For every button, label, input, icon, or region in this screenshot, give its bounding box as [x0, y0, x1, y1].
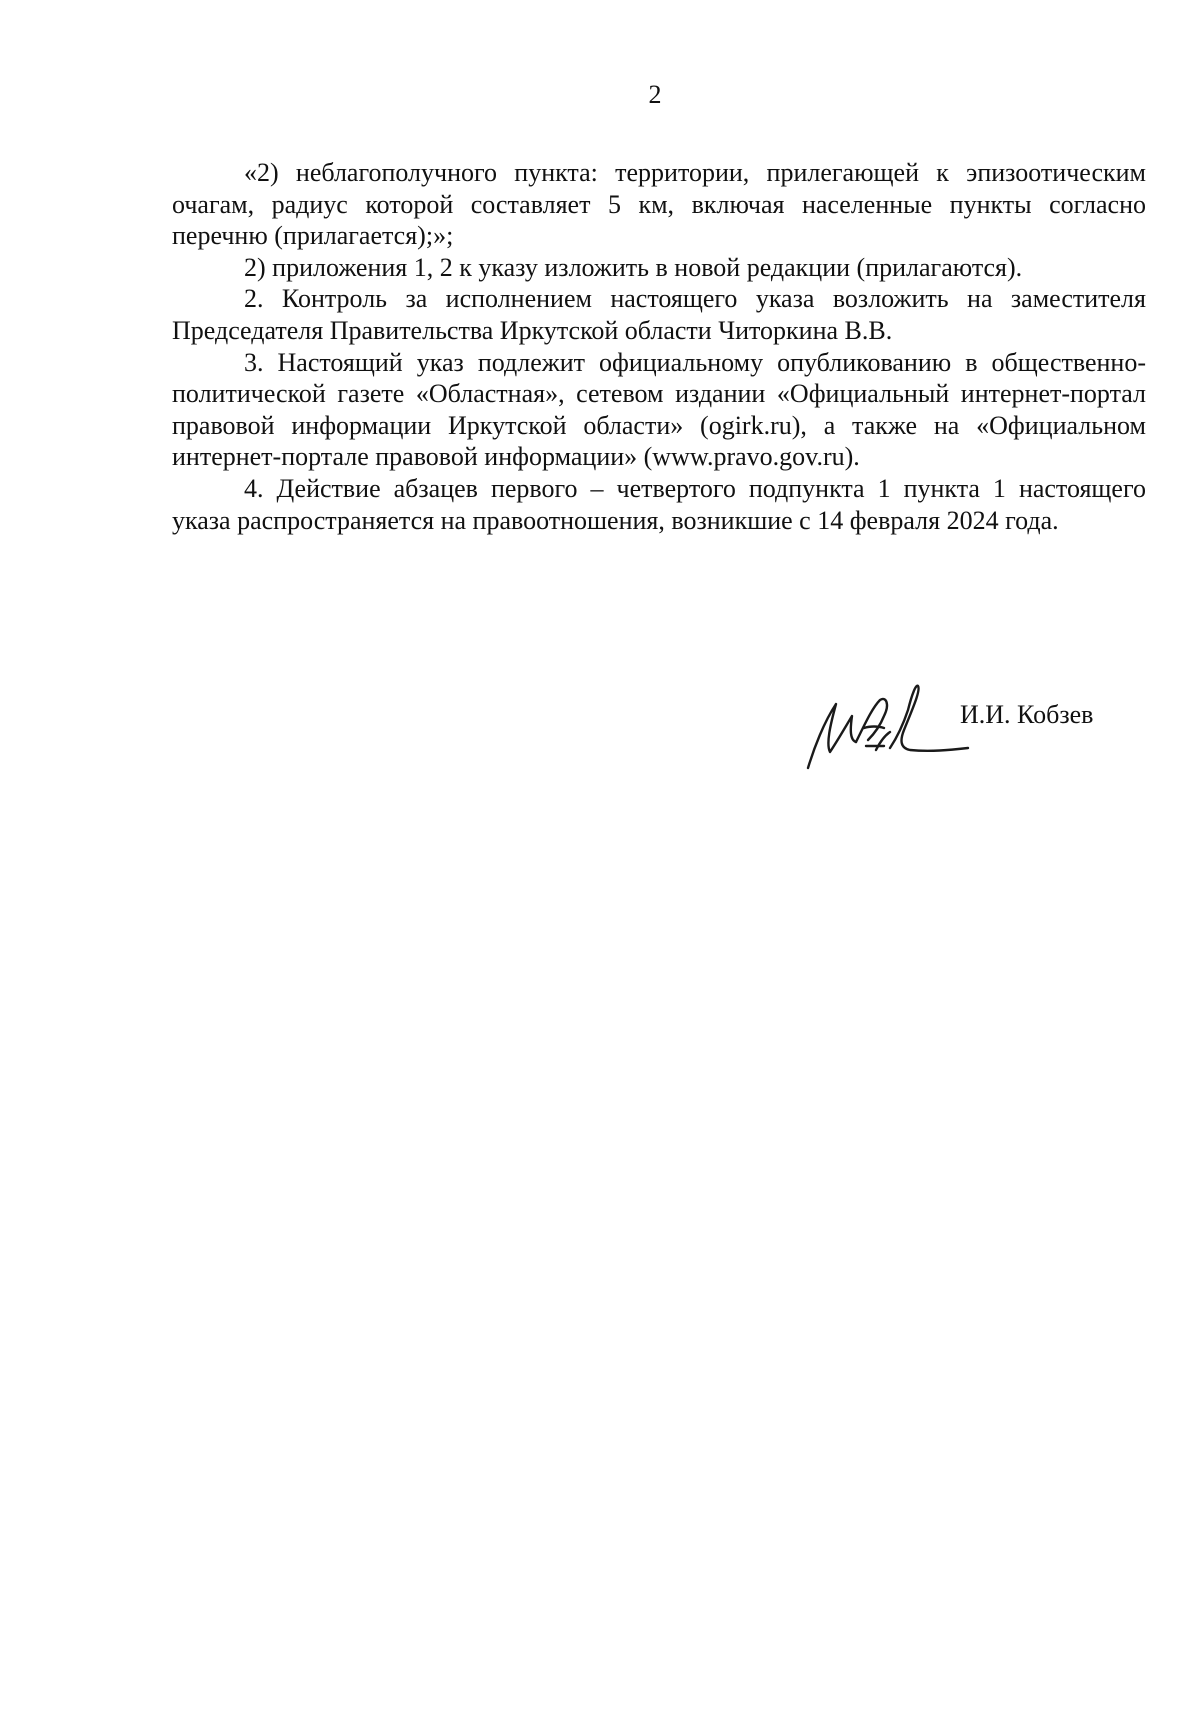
handwritten-signature	[800, 670, 970, 780]
signature-block	[800, 670, 1160, 780]
document-body	[172, 157, 1146, 536]
paragraph-subitem-2-annexes: 2) приложения 1, 2 к указу изложить в новой редакции (прилагаются).	[244, 252, 1023, 282]
paragraph-publication-clause: 3. Настоящий указ подлежит официальному опубликованию в общественно-политической газете «Областная», сетевом издании «Официальный интернет-портал правовой информации Иркутской области» (ogirk.ru), а также на «Официальном интернет-портале правовой информации» (www.pravo.gov.ru).	[172, 347, 1146, 472]
paragraph-control-clause: 2. Контроль за исполнением настоящего указа возложить на заместителя Председателя Правительства Иркутской области Читоркина В.В.	[172, 284, 1146, 345]
paragraph-item-2-definition: «2) неблагополучного пункта: территории, прилегающей к эпизоотическим очагам, радиус которой составляет 5 км, включая населенные пункты согласно перечню (прилагается);»;	[172, 158, 1146, 251]
page-number: 2	[648, 80, 662, 109]
signer-name: И.И. Кобзев	[960, 700, 1094, 729]
paragraph-effective-date-clause: 4. Действие абзацев первого – четвертого подпункта 1 пункта 1 настоящего указа распространяется на правоотношения, возникшие с 14 февраля 2024 года.	[172, 473, 1146, 535]
